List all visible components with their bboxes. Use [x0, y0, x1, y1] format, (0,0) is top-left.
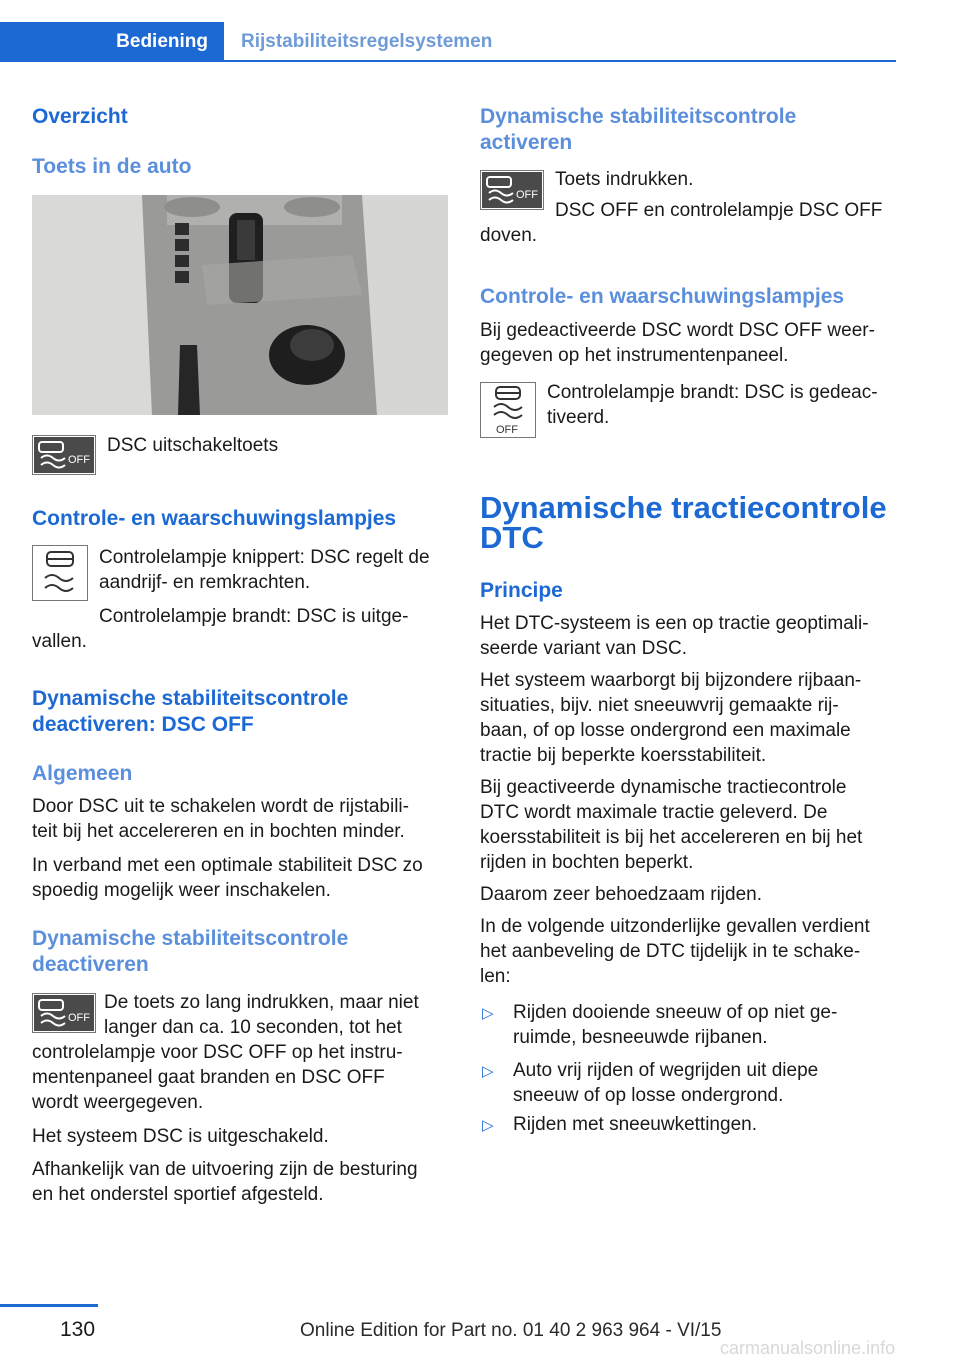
heading-principe: Principe [480, 579, 563, 602]
heading-activeren-l1: Dynamische stabiliteitscontrole [480, 105, 797, 128]
tab-bediening[interactable]: Bediening [0, 22, 224, 62]
deact-l3: controlelampje voor DSC OFF op het instru- [32, 1042, 403, 1063]
act-l1: Toets indrukken. [555, 169, 694, 190]
pr-p3-l1: Bij geactiveerde dynamische tractiecontrole [480, 777, 847, 798]
deact-l4: mentenpaneel gaat branden en DSC OFF [32, 1067, 385, 1088]
lamp2-line1: Controlelampje brandt: DSC is uitge- [99, 606, 409, 627]
bullet1-l2: ruimde, besneeuwde rijbanen. [513, 1027, 768, 1048]
act-l2: DSC OFF en controlelampje DSC OFF [555, 200, 883, 221]
lamp1-line1: Controlelampje knippert: DSC regelt de [99, 547, 430, 568]
heading-deact2-l2: deactiveren [32, 953, 149, 976]
heading-algemeen: Algemeen [32, 762, 133, 785]
dsc-off-lamp-icon [480, 382, 536, 438]
bullet-arrow-icon: ▷ [482, 1063, 494, 1080]
heading-controle-left: Controle- en waarschuwingslampjes [32, 507, 397, 530]
lamp2-line2: vallen. [32, 631, 87, 652]
tab-section-title[interactable]: Rijstabiliteitsregelsystemen [241, 31, 493, 52]
bullet2-l1: Auto vrij rijden of wegrijden uit diepe [513, 1060, 819, 1081]
watermark: carmanualsonline.info [720, 1338, 896, 1358]
footer-rule [0, 1304, 98, 1307]
pr-p2-l3: baan, of op losse ondergrond een maximale [480, 720, 851, 741]
deact-l5: wordt weergegeven. [32, 1092, 204, 1113]
algemeen-p2-l1: In verband met een optimale stabiliteit DSC zo [32, 855, 423, 876]
bullet2-l2: sneeuw of op losse ondergrond. [513, 1085, 784, 1106]
algemeen-p2-l2: spoedig mogelijk weer inschakelen. [32, 880, 331, 901]
lamp-right-l2: tiveerd. [547, 407, 610, 428]
dsc-warning-lamp-icon [32, 545, 88, 601]
deact-p2: Het systeem DSC is uitgeschakeld. [32, 1126, 329, 1147]
heading-deact2-l1: Dynamische stabiliteitscontrole [32, 927, 349, 950]
act-l3: doven. [480, 225, 538, 246]
heading-deactiveren-l2: deactiveren: DSC OFF [32, 713, 254, 736]
edition-text: Online Edition for Part no. 01 40 2 963 964 - VI/15 [300, 1320, 722, 1341]
pr-p3-l3: koersstabiliteit is bij het accelereren en bij het [480, 827, 863, 848]
algemeen-p1-l2: teit bij het accelereren en in bochten minder. [32, 821, 405, 842]
svg-text:OFF: OFF [496, 424, 518, 436]
pr-p1-l2: seerde variant van DSC. [480, 638, 687, 659]
lamp-right-l1: Controlelampje brandt: DSC is gedeac- [547, 382, 878, 403]
header-rule [224, 60, 896, 62]
pr-p2-l4: tractie bij beperkte koersstabiliteit. [480, 745, 767, 766]
pr-p5-l1: In de volgende uitzonderlijke gevallen verdient [480, 916, 870, 937]
pr-p5-l3: len: [480, 966, 511, 987]
deact-p3-l2: en het onderstel sportief afgesteld. [32, 1184, 324, 1205]
deact-p3-l1: Afhankelijk van de uitvoering zijn de besturing [32, 1159, 418, 1180]
heading-dtc-l1: Dynamische tractiecontrole [480, 490, 887, 525]
center-console-photo [32, 195, 448, 415]
photo-caption: DSC uitschakeltoets [107, 435, 279, 456]
svg-text:OFF: OFF [68, 1012, 90, 1024]
ctrl-l1: Bij gedeactiveerde DSC wordt DSC OFF weer- [480, 320, 875, 341]
heading-toets: Toets in de auto [32, 155, 192, 178]
pr-p3-l4: rijden in bochten beperkt. [480, 852, 694, 873]
deact-l2: langer dan ca. 10 seconden, tot het [104, 1017, 402, 1038]
bullet-arrow-icon: ▷ [482, 1117, 494, 1134]
algemeen-p1-l1: Door DSC uit te schakelen wordt de rijstabili- [32, 796, 409, 817]
dsc-off-button-icon-3 [480, 170, 544, 210]
page-number: 130 [60, 1318, 96, 1341]
dsc-off-button-icon-2 [32, 993, 96, 1033]
pr-p5-l2: het aanbeveling de DTC tijdelijk in te schake- [480, 941, 861, 962]
bullet1-l1: Rijden dooiende sneeuw of op niet ge- [513, 1002, 838, 1023]
console-image [32, 195, 448, 415]
pr-p1-l1: Het DTC-systeem is een op tractie geoptimali- [480, 613, 869, 634]
svg-text:OFF: OFF [68, 454, 90, 466]
svg-text:OFF: OFF [516, 189, 538, 201]
dsc-off-button-icon [32, 435, 96, 475]
bullet-arrow-icon: ▷ [482, 1005, 494, 1022]
pr-p2-l1: Het systeem waarborgt bij bijzondere rijbaan- [480, 670, 862, 691]
pr-p3-l2: DTC wordt maximale tractie geleverd. De [480, 802, 828, 823]
pr-p4: Daarom zeer behoedzaam rijden. [480, 884, 762, 905]
heading-deactiveren-l1: Dynamische stabiliteitscontrole [32, 687, 349, 710]
heading-activeren-l2: activeren [480, 131, 573, 154]
heading-controle-right: Controle- en waarschuwingslampjes [480, 285, 845, 308]
bullet3: Rijden met sneeuwkettingen. [513, 1114, 757, 1135]
heading-dtc-l2: DTC [480, 520, 544, 555]
ctrl-l2: gegeven op het instrumentenpaneel. [480, 345, 789, 366]
lamp1-line2: aandrijf- en remkrachten. [99, 572, 311, 593]
heading-overzicht: Overzicht [32, 105, 128, 128]
deact-l1: De toets zo lang indrukken, maar niet [104, 992, 419, 1013]
pr-p2-l2: situaties, bijv. niet sneeuwvrij gemaakte rij- [480, 695, 839, 716]
